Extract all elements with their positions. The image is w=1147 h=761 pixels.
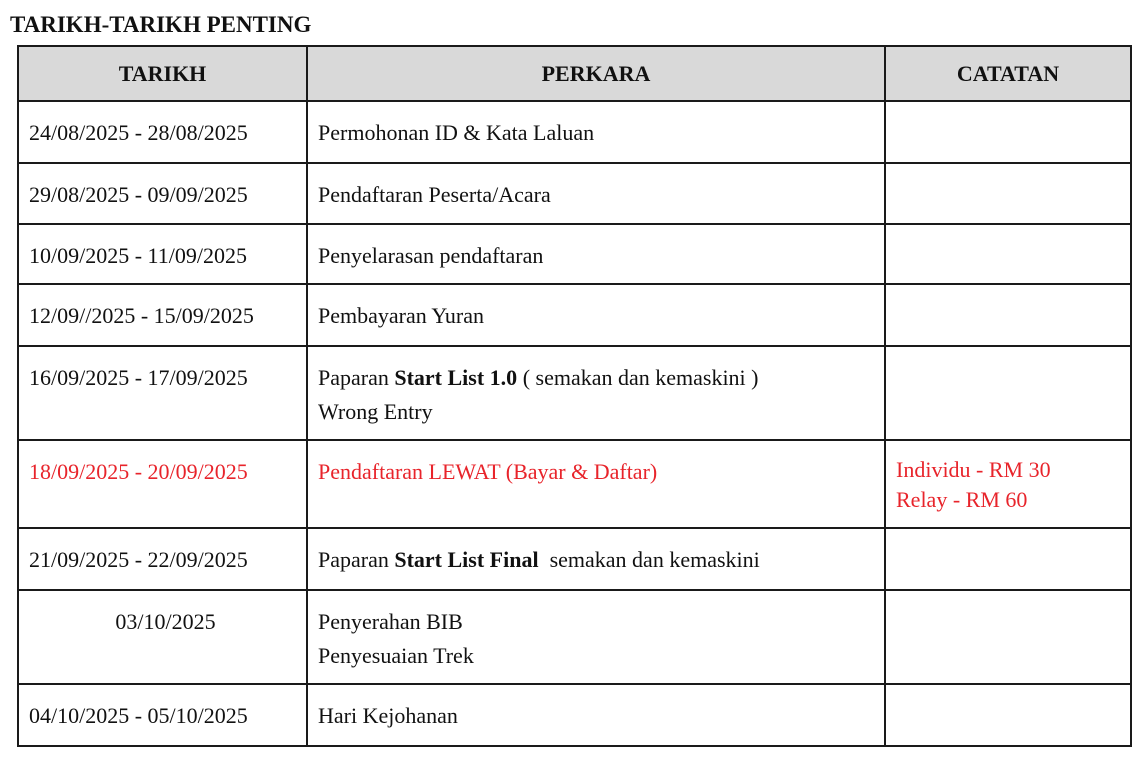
table-row (18, 101, 1131, 163)
item-cell: Pendaftaran LEWAT (Bayar & Daftar) (307, 440, 885, 528)
table-row (18, 346, 1131, 440)
item-cell: Permohonan ID & Kata Laluan (307, 101, 885, 163)
note-line-individual-fee: Individu - RM 30 (896, 457, 1051, 482)
item-line-2: Penyesuaian Trek (318, 643, 474, 668)
item-cell: Penyelarasan pendaftaran (307, 224, 885, 284)
item-cell: Hari Kejohanan (307, 684, 885, 746)
note-cell (885, 284, 1131, 346)
item-cell: Pembayaran Yuran (307, 284, 885, 346)
item-text-post: ( semakan dan kemaskini ) (517, 365, 759, 390)
item-cell (307, 528, 885, 590)
date-cell: 18/09/2025 - 20/09/2025 (18, 440, 307, 528)
column-header-item: PERKARA (307, 46, 885, 101)
table-header-row (18, 46, 1131, 101)
table-row (18, 224, 1131, 284)
note-cell (885, 224, 1131, 284)
note-cell (885, 163, 1131, 224)
item-text-post: semakan dan kemaskini (538, 547, 760, 572)
item-cell (307, 590, 885, 684)
note-cell (885, 101, 1131, 163)
table-row (18, 163, 1131, 224)
item-text-pre: Paparan (318, 547, 395, 572)
date-cell: 12/09//2025 - 15/09/2025 (18, 284, 307, 346)
column-header-date: TARIKH (18, 46, 307, 101)
note-cell (885, 528, 1131, 590)
note-line-relay-fee: Relay - RM 60 (896, 487, 1028, 512)
date-cell: 29/08/2025 - 09/09/2025 (18, 163, 307, 224)
item-line-2: Wrong Entry (318, 399, 433, 424)
note-cell (885, 590, 1131, 684)
table-row (18, 684, 1131, 746)
item-line-1: Penyerahan BIB (318, 609, 463, 634)
item-cell (307, 346, 885, 440)
item-text-bold: Start List Final (394, 547, 539, 572)
note-cell (885, 346, 1131, 440)
table-row (18, 528, 1131, 590)
item-cell: Pendaftaran Peserta/Acara (307, 163, 885, 224)
item-text-bold: Start List 1.0 (394, 365, 518, 390)
date-cell: 04/10/2025 - 05/10/2025 (18, 684, 307, 746)
note-cell (885, 440, 1131, 528)
important-dates-table (17, 45, 1132, 747)
date-cell: 16/09/2025 - 17/09/2025 (18, 346, 307, 440)
date-cell: 03/10/2025 (18, 590, 307, 684)
note-cell (885, 684, 1131, 746)
table-row-late-registration (18, 440, 1131, 528)
item-text-pre: Paparan (318, 365, 395, 390)
date-cell: 10/09/2025 - 11/09/2025 (18, 224, 307, 284)
date-cell: 21/09/2025 - 22/09/2025 (18, 528, 307, 590)
date-cell: 24/08/2025 - 28/08/2025 (18, 101, 307, 163)
column-header-note: CATATAN (885, 46, 1131, 101)
item-line-1 (318, 361, 874, 395)
page-title: TARIKH-TARIKH PENTING (10, 12, 312, 37)
table-row (18, 590, 1131, 684)
table-row (18, 284, 1131, 346)
